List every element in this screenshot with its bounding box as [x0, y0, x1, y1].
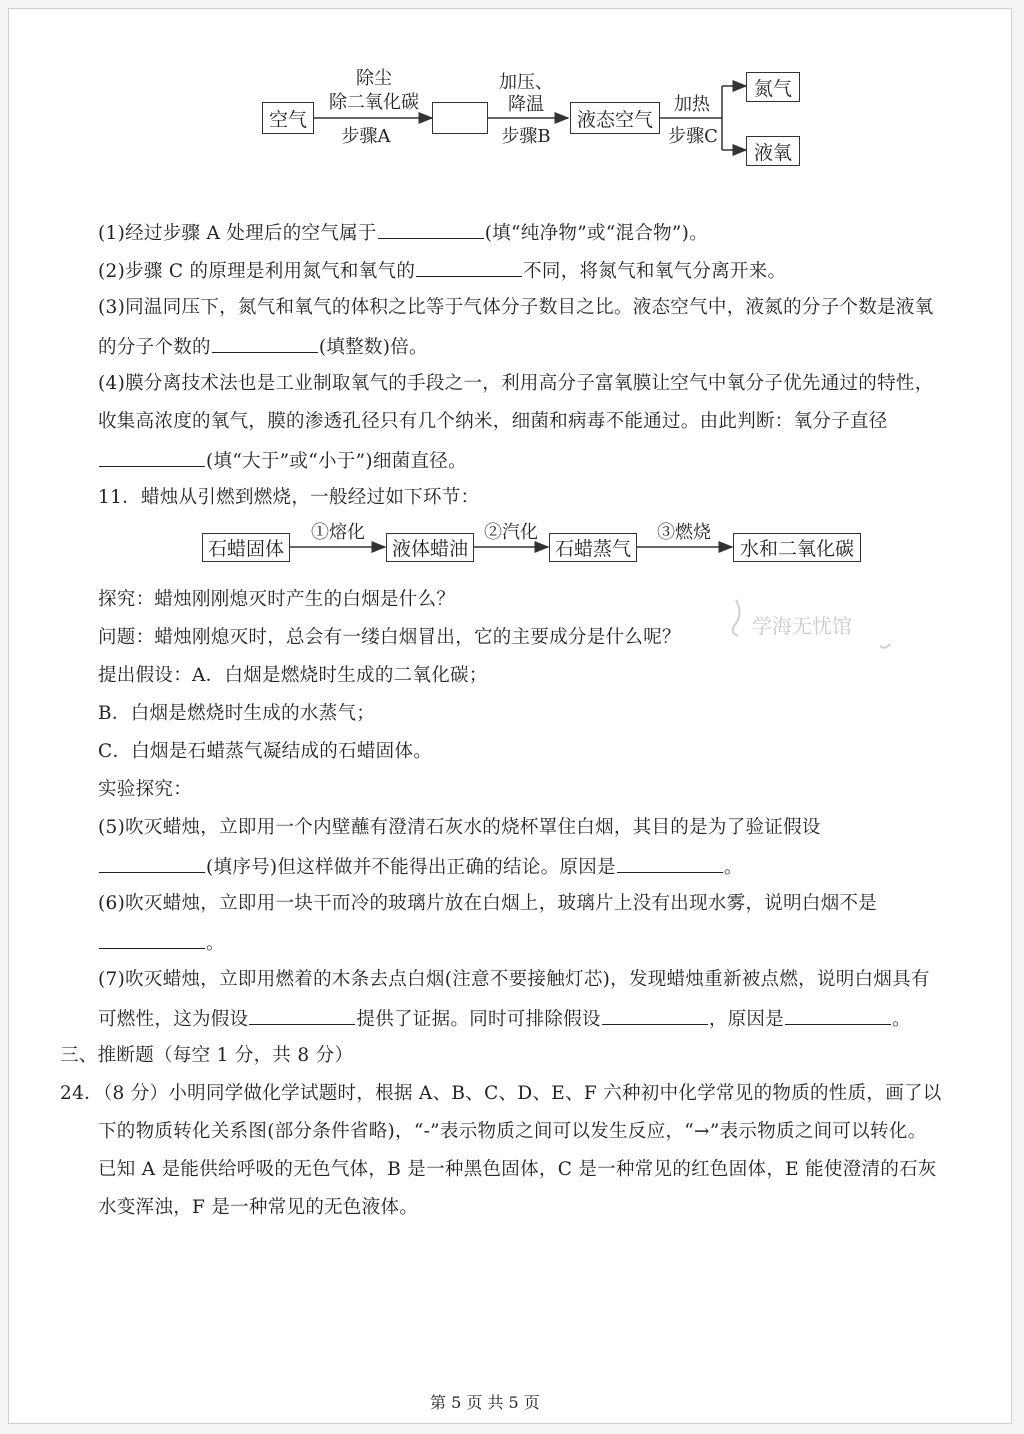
answer-blank — [617, 854, 723, 873]
answer-blank — [785, 1006, 891, 1025]
hypothesis-a: 提出假设：A．白烟是燃烧时生成的二氧化碳； — [98, 665, 488, 686]
question-4-line2: 收集高浓度的氧气，膜的渗透孔径只有几个纳米，细菌和病毒不能通过。由此判断：氧分子直径 — [98, 411, 888, 432]
answer-blank — [99, 854, 205, 873]
answer-blank — [99, 930, 205, 949]
page-footer: 第 5 页 共 5 页 — [430, 1393, 540, 1412]
answer-blank — [212, 334, 318, 353]
question-3-line1: (3)同温同压下，氮气和氧气的体积之比等于气体分子数目之比。液态空气中，液氮的分子个数是液氧 — [98, 297, 934, 318]
question-1: (1)经过步骤 A 处理后的空气属于 (填“纯净物”或“混合物”)。 — [98, 220, 708, 246]
answer-blank — [378, 220, 484, 239]
step-c-label-bottom: 步骤C — [668, 126, 718, 147]
step-vaporize-label: ②汽化 — [484, 522, 538, 543]
question-4-line3: (填“大于”或“小于”)细菌直径。 — [98, 448, 467, 474]
question-4-line1: (4)膜分离技术法也是工业制取氧气的手段之一，利用高分子富氧膜让空气中氧分子优先通过的特性， — [98, 373, 934, 394]
experiment-heading: 实验探究： — [98, 779, 193, 800]
watermark-swirl — [733, 600, 740, 636]
box-liquid-oxygen: 液氧 — [746, 136, 800, 166]
question-6-line2: 。 — [98, 930, 225, 956]
box-liquid-wax: 液体蜡油 — [386, 533, 474, 562]
box-paraffin-vapor: 石蜡蒸气 — [549, 533, 637, 562]
box-paraffin-solid: 石蜡固体 — [202, 533, 290, 562]
question-24-line2: 下的物质转化关系图(部分条件省略)，“-”表示物质之间可以发生反应，“→”表示物质之间可以转化。 — [98, 1121, 927, 1142]
answer-blank — [249, 1006, 355, 1025]
box-liquid-air: 液态空气 — [570, 102, 660, 134]
step-c-label-top: 加热 — [674, 94, 710, 115]
step-burn-label: ③燃烧 — [657, 522, 711, 543]
question-5-line2: (填序号)但这样做并不能得出正确的结论。原因是 。 — [98, 854, 743, 880]
inquiry-explore: 探究：蜡烛刚刚熄灭时产生的白烟是什么？ — [98, 589, 456, 610]
watermark: 学海无忧馆 — [752, 614, 852, 638]
question-7-line1: (7)吹灭蜡烛，立即用燃着的木条去点白烟(注意不要接触灯芯)，发现蜡烛重新被点燃，说明白烟具有 — [98, 969, 930, 990]
question-24-line4: 水变浑浊，F 是一种常见的无色液体。 — [98, 1197, 419, 1218]
question-2: (2)步骤 C 的原理是利用氮气和氧气的 不同，将氮气和氧气分离开来。 — [98, 258, 786, 284]
question-24-line3: 已知 A 是能供给呼吸的无色气体，B 是一种黑色固体，C 是一种常见的红色固体，E 能使澄清的石灰 — [98, 1159, 937, 1180]
step-b-label-1: 加压、 — [499, 72, 553, 93]
question-7-line2: 可燃性，这为假设 提供了证据。同时可排除假设 ，原因是 。 — [98, 1006, 911, 1032]
box-nitrogen: 氮气 — [746, 72, 800, 102]
step-a-label-bottom: 步骤A — [341, 126, 391, 147]
step-a-label-2: 除二氧化碳 — [329, 92, 419, 113]
box-empty-intermediate — [432, 102, 488, 134]
inquiry-question: 问题：蜡烛刚熄灭时，总会有一缕白烟冒出，它的主要成分是什么呢？ — [98, 627, 681, 648]
question-5-line1: (5)吹灭蜡烛，立即用一个内壁蘸有澄清石灰水的烧杯罩住白烟，其目的是为了验证假设 — [98, 817, 821, 838]
box-air: 空气 — [262, 102, 314, 134]
answer-blank — [602, 1006, 708, 1025]
hypothesis-c: C．白烟是石蜡蒸气凝结成的石蜡固体。 — [98, 741, 433, 762]
question-6-line1: (6)吹灭蜡烛，立即用一块干而冷的玻璃片放在白烟上，玻璃片上没有出现水雾，说明白烟不是 — [98, 893, 878, 914]
box-water-co2: 水和二氧化碳 — [733, 533, 861, 562]
hypothesis-b: B．白烟是燃烧时生成的水蒸气； — [98, 703, 376, 724]
question-11-intro: 11．蜡烛从引燃到燃烧，一般经过如下环节： — [98, 487, 480, 508]
question-24-line1: 24．（8 分）小明同学做化学试题时，根据 A、B、C、D、E、F 六种初中化学常见的物质的性质，画了以 — [60, 1083, 942, 1104]
step-a-label-1: 除尘 — [356, 68, 392, 89]
answer-blank — [416, 258, 522, 277]
step-b-label-2: 降温 — [508, 94, 544, 115]
step-b-label-bottom: 步骤B — [501, 126, 551, 147]
answer-blank — [99, 448, 205, 467]
section-3-heading: 三、推断题（每空 1 分，共 8 分） — [60, 1045, 354, 1066]
question-3-line2: 的分子个数的 (填整数)倍。 — [98, 334, 428, 360]
step-melt-label: ①熔化 — [311, 522, 365, 543]
